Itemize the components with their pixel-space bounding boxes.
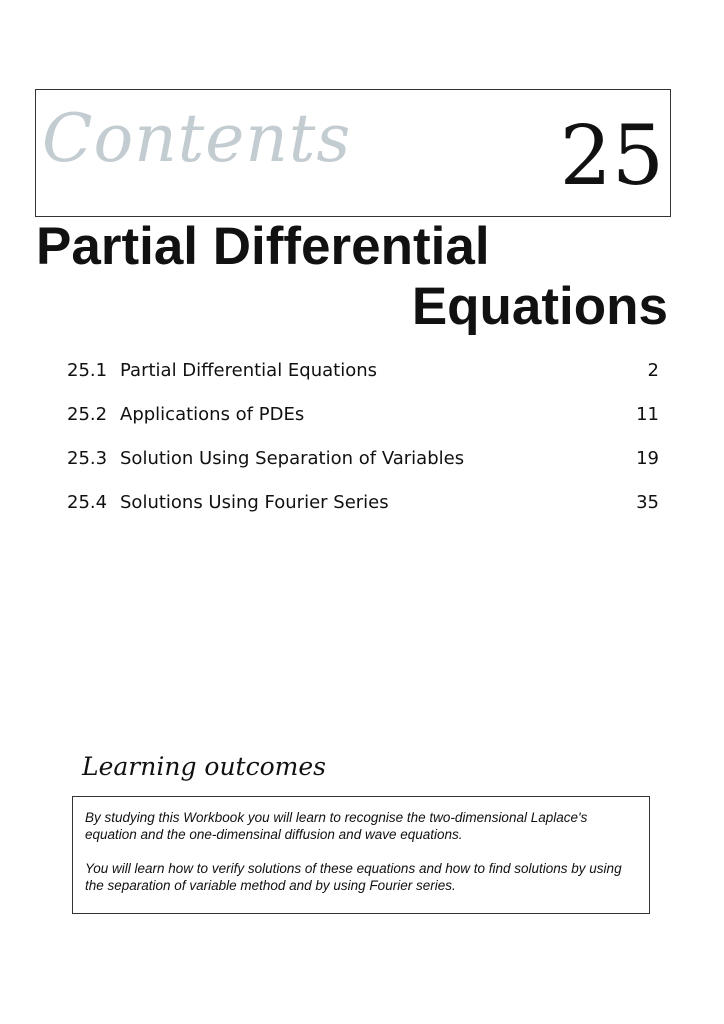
toc-section-title: Solutions Using Fourier Series [120, 492, 389, 513]
toc-page-number: 2 [647, 360, 659, 381]
chapter-number: 25 [559, 109, 664, 204]
toc-page-number: 19 [636, 448, 659, 469]
table-of-contents [67, 360, 659, 536]
contents-header-box [35, 89, 671, 217]
learning-outcomes-paragraph: You will learn how to verify solutions of these equations and how to find solutions by using the separation of variable method and by using Fourier series. [85, 861, 622, 893]
toc-section-number: 25.2 [67, 404, 108, 425]
chapter-title-line-2: Equations [411, 277, 668, 336]
toc-section-title: Applications of PDEs [120, 404, 305, 425]
toc-page-number: 11 [636, 404, 659, 425]
toc-entry[interactable] [67, 360, 659, 404]
toc-entry[interactable] [67, 404, 659, 448]
learning-outcomes-box [72, 796, 650, 914]
toc-section-number: 25.1 [67, 360, 108, 381]
toc-section-title: Solution Using Separation of Variables [120, 448, 465, 469]
toc-entry[interactable] [67, 448, 659, 492]
toc-section-title: Partial Differential Equations [120, 360, 378, 381]
toc-section-number: 25.3 [67, 448, 108, 469]
toc-entry[interactable] [67, 492, 659, 536]
toc-page-number: 35 [636, 492, 659, 513]
learning-outcomes-heading: Learning outcomes [82, 752, 326, 781]
chapter-title-line-1: Partial Differential [36, 217, 490, 276]
learning-outcomes-paragraph: By studying this Workbook you will learn to recognise the two-dimensional Laplace's equation and the one-dimensinal diffusion and wave equations. [85, 810, 588, 842]
contents-label: Contents [42, 100, 352, 177]
toc-section-number: 25.4 [67, 492, 108, 513]
